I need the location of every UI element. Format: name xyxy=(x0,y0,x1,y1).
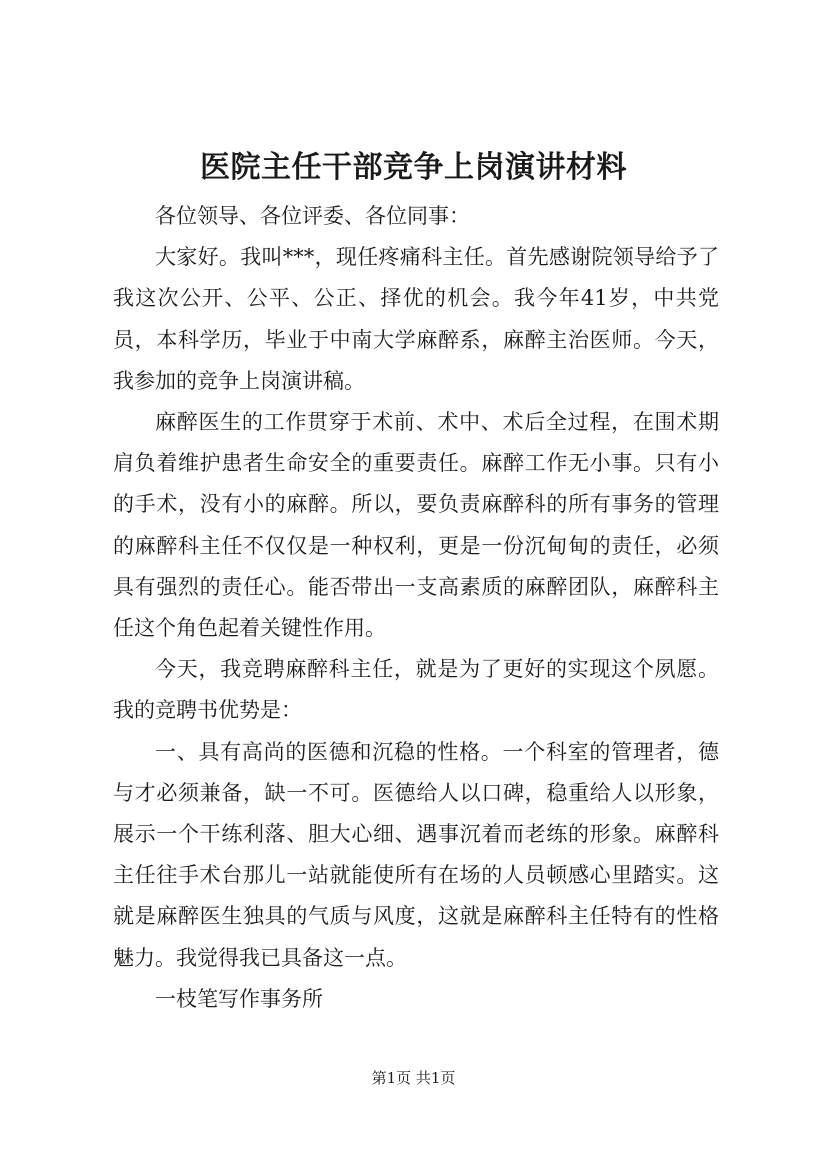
paragraph-source: 一枝笔写作事务所 xyxy=(155,986,323,1011)
paragraph-salutation: 各位领导、各位评委、各位同事： xyxy=(155,204,470,228)
page-footer: 第1页 共1页 xyxy=(371,1069,456,1087)
paragraph-advantage-one: 一、具有高尚的医德和沉稳的性格。一个科室的管理者，德与才必须兼备，缺一不可。医德给人以口碑，稳重给人以形象，展示一个干练利落、胆大心细、遇事沉着而老练的形象。麻醉科主任往手术台那儿一站就能使所有在场的人员顿感心里踏实。这就是麻醉医生独具的气质与风度，这就是麻醉科主任特有的性格魅力。我觉得我已具备这一点。 xyxy=(113,739,719,970)
document-title: 医院主任干部竞争上岗演讲材料 xyxy=(200,150,627,185)
paragraph-introduction: 大家好。我叫***，现任疼痛科主任。首先感谢院领导给予了我这次公开、公平、公正、择优的机会。我今年41岁，中共党员，本科学历，毕业于中南大学麻醉系，麻醉主治医师。今天，我参加的竞争上岗演讲稿。 xyxy=(113,245,719,393)
document-body xyxy=(113,196,719,1020)
paragraph-candidacy: 今天，我竞聘麻醉科主任，就是为了更好的实现这个夙愿。我的竞聘书优势是： xyxy=(113,657,719,723)
paragraph-anesthesia-role: 麻醉医生的工作贯穿于术前、术中、术后全过程，在围术期肩负着维护患者生命安全的重要责任。麻醉工作无小事。只有小的手术，没有小的麻醉。所以，要负责麻醉科的所有事务的管理的麻醉科主任不仅仅是一种权利，更是一份沉甸甸的责任，必须具有强烈的责任心。能否带出一支高素质的麻醉团队，麻醉科主任这个角色起着关键性作用。 xyxy=(113,410,719,641)
